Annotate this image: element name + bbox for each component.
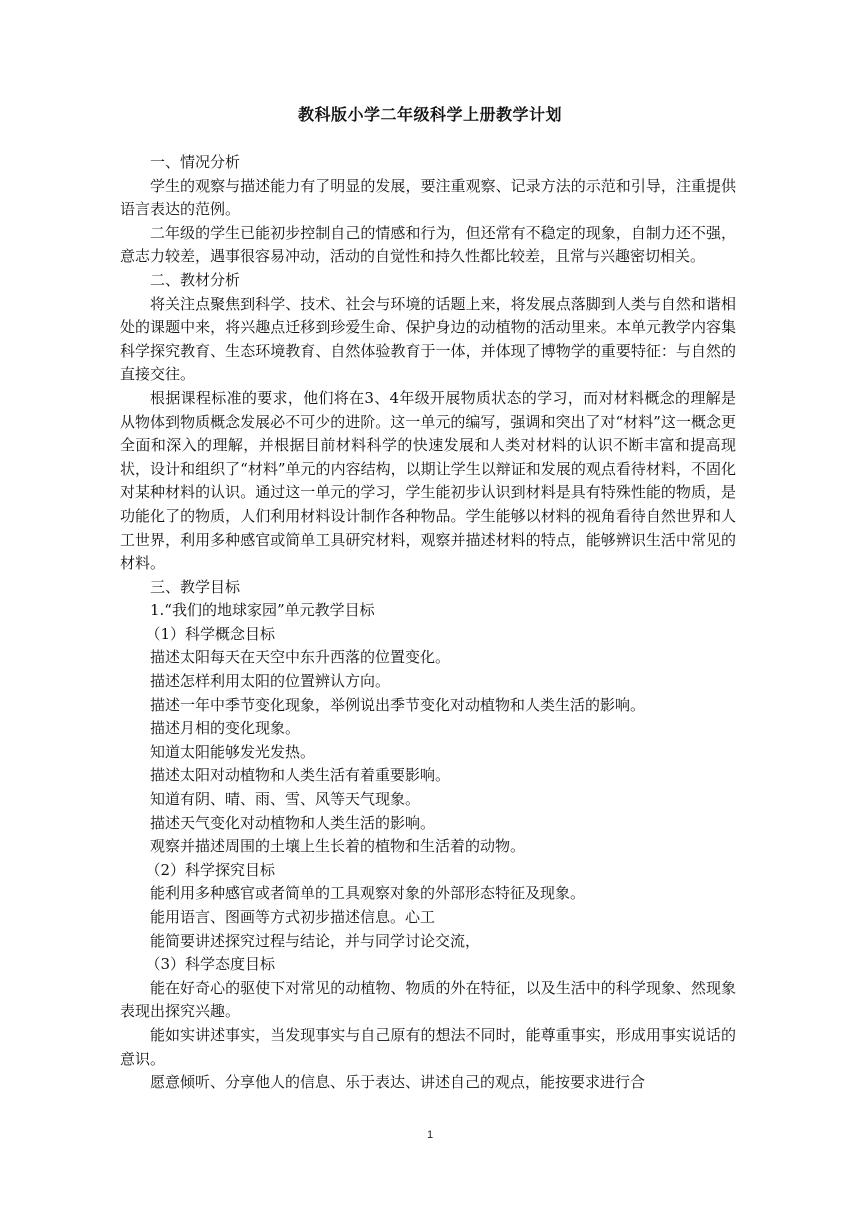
paragraph: 根据课程标准的要求，他们将在3、4年级开展物质状态的学习，而对材料概念的理解是从物体到物质概念发展必不可少的进阶。这一单元的编写，强调和突出了对“材料”这一概念更全面和深入的理解，并根据目前材料科学的快速发展和人类对材料的认识不断丰富和提高现状，设计和组织了“材料”单元的内容结构，以期让学生以辩证和发展的观点看待材料，不固化对某种材料的认识。通过这一单元的学习，学生能初步认识到材料是具有特殊性能的物质，是功能化了的物质，人们利用材料设计制作各种物品。学生能够以材料的视角看待自然世界和人工世界，利用多种感官或简单工具研究材料，观察并描述材料的特点，能够辨识生活中常见的材料。	[120, 388, 736, 573]
paragraph: 描述天气变化对动植物和人类生活的影响。	[150, 813, 436, 832]
paragraph: 能在好奇心的驱使下对常见的动植物、物质的外在特征，以及生活中的科学现象、然现象表现出探究兴趣。	[120, 978, 736, 1021]
paragraph: （1）科学概念目标	[145, 624, 276, 643]
document-body	[120, 151, 736, 1095]
paragraph: 描述怎样利用太阳的位置辨认方向。	[150, 672, 391, 691]
paragraph: 一、情况分析	[150, 153, 241, 171]
paragraph: 知道太阳能够发光发热。	[150, 742, 316, 761]
paragraph: （2）科学探究目标	[145, 860, 276, 879]
paragraph: 描述月相的变化现象。	[150, 719, 301, 738]
paragraph: 愿意倾听、分享他人的信息、乐于表达、讲述自己的观点，能按要求进行合	[150, 1073, 646, 1092]
paragraph: （3）科学态度目标	[145, 955, 276, 974]
paragraph: 能利用多种感官或者简单的工具观察对象的外部形态特征及现象。	[150, 884, 586, 903]
paragraph: 能简要讲述探究过程与结论，并与同学讨论交流，	[150, 931, 481, 950]
paragraph: 能用语言、图画等方式初步描述信息。心工	[150, 908, 436, 926]
paragraph: 二年级的学生已能初步控制自己的情感和行为，但还常有不稳定的现象，自制力还不强，意志力较差，遇事很容易冲动，活动的自觉性和持久性都比较差，且常与兴趣密切相关。	[120, 223, 736, 266]
page-number: 1	[426, 1129, 434, 1141]
paragraph: 描述太阳对动植物和人类生活有着重要影响。	[150, 766, 451, 785]
paragraph: 三、教学目标	[150, 577, 241, 596]
paragraph: 1.“我们的地球家园”单元教学目标	[150, 601, 375, 620]
paragraph: 知道有阴、晴、雨、雪、风等天气现象。	[150, 790, 421, 809]
document-title: 教科版小学二年级科学上册教学计划	[297, 105, 562, 124]
paragraph: 学生的观察与描述能力有了明显的发展，要注重观察、记录方法的示范和引导，注重提供语言表达的范例。	[120, 176, 736, 219]
paragraph: 描述一年中季节变化现象，举例说出季节变化对动植物和人类生活的影响。	[150, 695, 646, 714]
paragraph: 能如实讲述事实，当发现事实与自己原有的想法不同时，能尊重事实，形成用事实说话的意识。	[120, 1025, 736, 1068]
paragraph: 将关注点聚焦到科学、技术、社会与环境的话题上来，将发展点落脚到人类与自然和谐相处的课题中来，将兴趣点迁移到珍爱生命、保护身边的动植物的活动里来。本单元教学内容集科学探究教育、生态环境教育、自然体验教育于一体，并体现了博物学的重要特征：与自然的直接交往。	[120, 294, 736, 384]
paragraph: 观察并描述周围的土壤上生长着的植物和生活着的动物。	[150, 837, 526, 856]
paragraph: 二、教材分析	[150, 270, 241, 289]
paragraph: 描述太阳每天在天空中东升西落的位置变化。	[150, 648, 451, 667]
